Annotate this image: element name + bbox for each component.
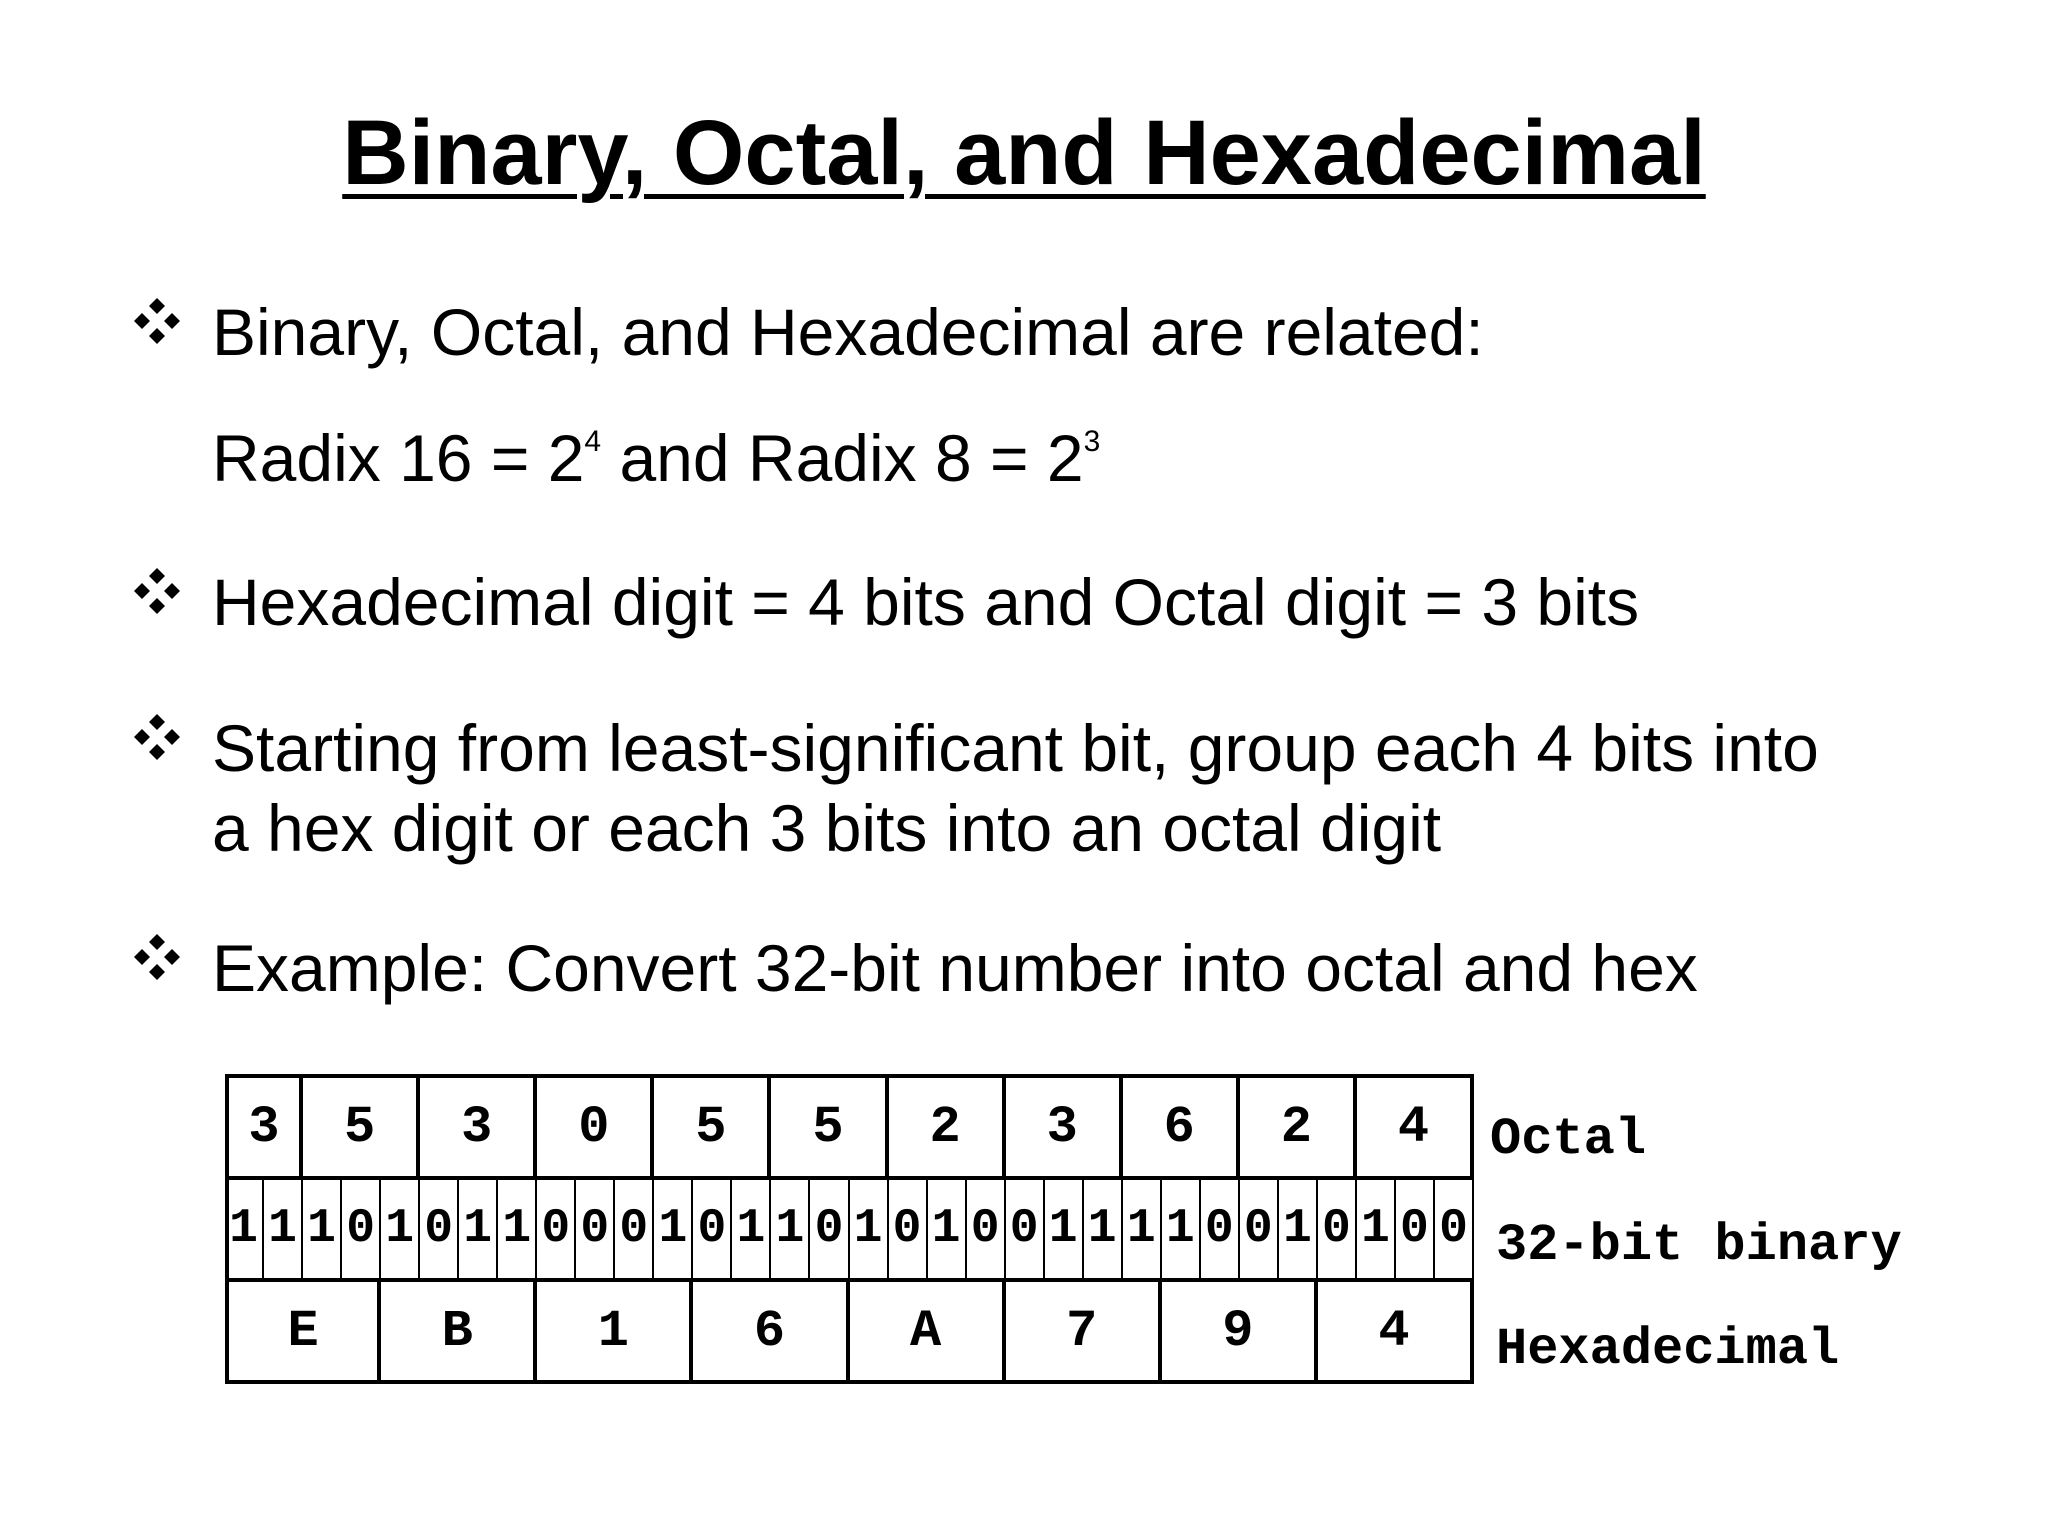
binary-bit-cell: 0 bbox=[810, 1180, 849, 1278]
octal-digit-cell: 5 bbox=[771, 1074, 888, 1180]
octal-digit-cell: 3 bbox=[225, 1074, 303, 1180]
binary-bit-cell: 0 bbox=[1435, 1180, 1474, 1278]
binary-bit-cell: 1 bbox=[225, 1180, 264, 1278]
hex-digit-cell: E bbox=[225, 1278, 381, 1384]
binary-bit-cell: 1 bbox=[1162, 1180, 1201, 1278]
binary-bit-cell: 1 bbox=[1084, 1180, 1123, 1278]
hex-digit-cell: A bbox=[850, 1278, 1006, 1384]
binary-bit-cell: 0 bbox=[1006, 1180, 1045, 1278]
binary-bit-cell: 0 bbox=[1318, 1180, 1357, 1278]
hex-digit-cell: B bbox=[381, 1278, 537, 1384]
octal-digit-cell: 5 bbox=[303, 1074, 420, 1180]
binary-bit-cell: 1 bbox=[850, 1180, 889, 1278]
binary-bit-cell: 0 bbox=[342, 1180, 381, 1278]
octal-digit-cell: 2 bbox=[1240, 1074, 1357, 1180]
octal-digit-cell: 6 bbox=[1123, 1074, 1240, 1180]
binary-bit-cell: 1 bbox=[1123, 1180, 1162, 1278]
bullet-text-4: Example: Convert 32-bit number into octal and hex bbox=[212, 931, 1698, 1005]
binary-bit-cell: 1 bbox=[459, 1180, 498, 1278]
bullet-text-3-line-1: Starting from least-significant bit, group each 4 bits into bbox=[212, 711, 1819, 785]
slide-title-text: Binary, Octal, and Hexadecimal bbox=[342, 102, 1706, 204]
hex-digit-cell: 4 bbox=[1318, 1278, 1474, 1384]
binary-bit-cell: 0 bbox=[1201, 1180, 1240, 1278]
binary-bit-cell: 1 bbox=[1045, 1180, 1084, 1278]
binary-bit-cell: 0 bbox=[576, 1180, 615, 1278]
binary-bit-cell: 1 bbox=[1279, 1180, 1318, 1278]
binary-bit-cell: 1 bbox=[928, 1180, 967, 1278]
radix-exp-1: 4 bbox=[584, 425, 602, 458]
hex-digit-cell: 9 bbox=[1162, 1278, 1318, 1384]
radix-part-2: and Radix 8 = 2 bbox=[601, 421, 1084, 495]
binary-bit-cell: 1 bbox=[654, 1180, 693, 1278]
binary-bit-cell: 1 bbox=[1357, 1180, 1396, 1278]
binary-bit-cell: 0 bbox=[693, 1180, 732, 1278]
binary-bit-cell: 0 bbox=[537, 1180, 576, 1278]
binary-bit-cell: 0 bbox=[967, 1180, 1006, 1278]
binary-bit-cell: 0 bbox=[889, 1180, 928, 1278]
hex-digit-cell: 7 bbox=[1006, 1278, 1162, 1384]
octal-digit-cell: 0 bbox=[537, 1074, 654, 1180]
binary-bit-cell: 1 bbox=[732, 1180, 771, 1278]
radix-exp-2: 3 bbox=[1083, 425, 1101, 458]
binary-row-label: 32-bit binary bbox=[1496, 1216, 1902, 1275]
hex-digit-cell: 6 bbox=[693, 1278, 849, 1384]
binary-bit-cell: 1 bbox=[498, 1180, 537, 1278]
hex-row-label: Hexadecimal bbox=[1496, 1320, 1840, 1379]
binary-bit-cell: 0 bbox=[1240, 1180, 1279, 1278]
binary-bit-cell: 0 bbox=[420, 1180, 459, 1278]
octal-digit-cell: 3 bbox=[420, 1074, 537, 1180]
octal-digit-cell: 2 bbox=[889, 1074, 1006, 1180]
binary-bit-cell: 1 bbox=[303, 1180, 342, 1278]
octal-digit-cell: 5 bbox=[654, 1074, 771, 1180]
binary-bit-cell: 0 bbox=[1396, 1180, 1435, 1278]
octal-digit-cell: 4 bbox=[1357, 1074, 1474, 1180]
bullet-text-2: Hexadecimal digit = 4 bits and Octal digit = 3 bits bbox=[212, 565, 1640, 639]
bullet-text-3-line-2: a hex digit or each 3 bits into an octal digit bbox=[212, 791, 1442, 865]
radix-part-1: Radix 16 = 2 bbox=[212, 421, 585, 495]
hex-digit-cell: 1 bbox=[537, 1278, 693, 1384]
bullet-text-1: Binary, Octal, and Hexadecimal are related: bbox=[212, 295, 1484, 369]
binary-bit-cell: 1 bbox=[381, 1180, 420, 1278]
octal-digit-cell: 3 bbox=[1006, 1074, 1123, 1180]
binary-bit-cell: 1 bbox=[771, 1180, 810, 1278]
binary-bit-cell: 1 bbox=[264, 1180, 303, 1278]
binary-bit-cell: 0 bbox=[615, 1180, 654, 1278]
octal-row-label: Octal bbox=[1490, 1110, 1647, 1169]
